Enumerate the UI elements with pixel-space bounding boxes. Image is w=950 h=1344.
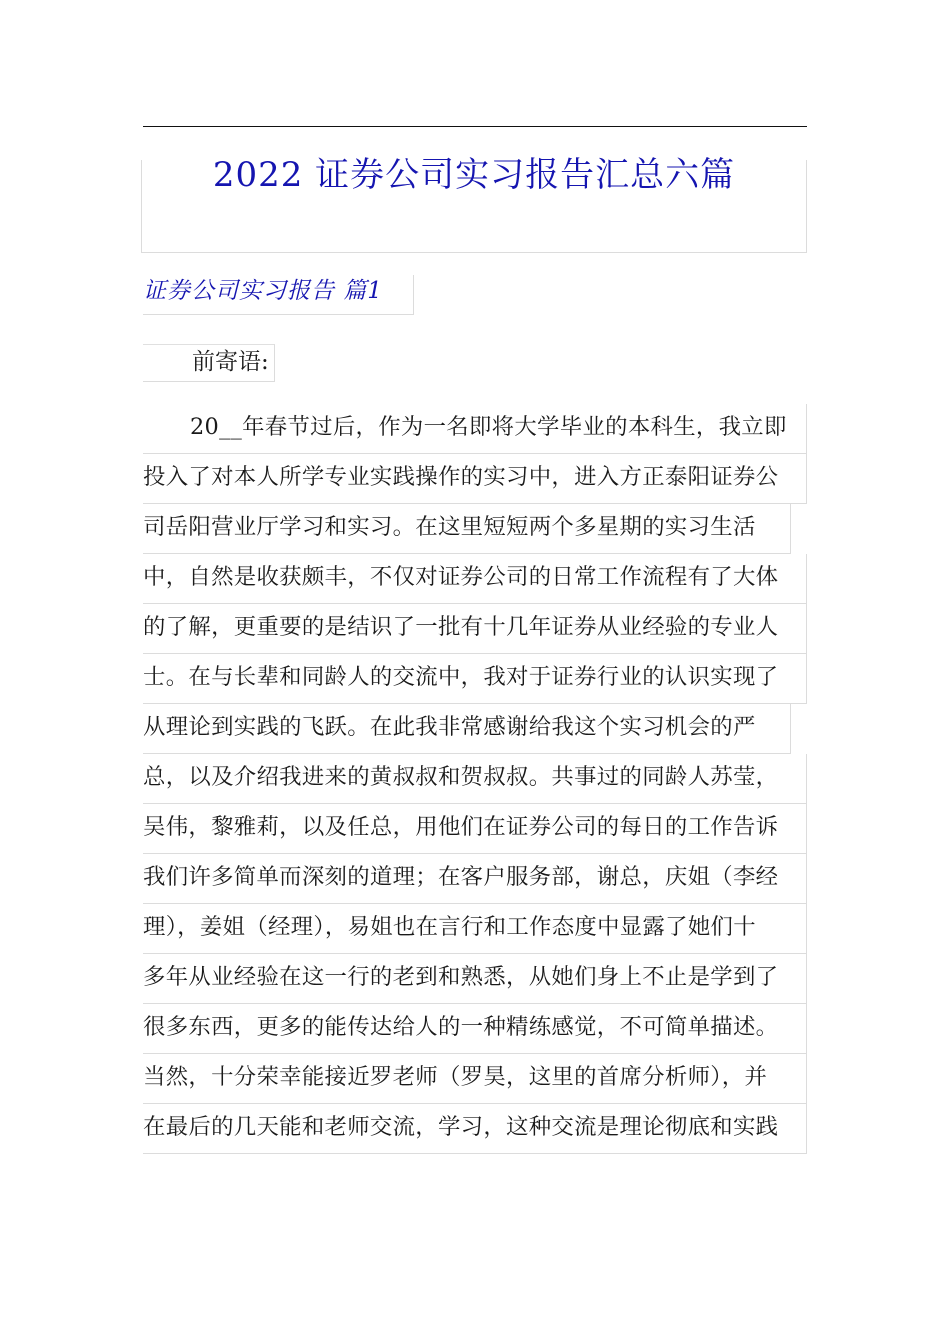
body-line: 很多东西，更多的能传达给人的一种精练感觉，不可简单描述。: [143, 1004, 807, 1054]
body-line: 20__年春节过后，作为一名即将大学毕业的本科生，我立即: [143, 404, 807, 454]
body-line: 中，自然是收获颇丰，不仅对证券公司的日常工作流程有了大体: [143, 554, 807, 604]
body-line: 的了解，更重要的是结识了一批有十几年证券从业经验的专业人: [143, 604, 807, 654]
preface-label-frame: [143, 344, 275, 382]
body-line: 从理论到实践的飞跃。在此我非常感谢给我这个实习机会的严: [143, 704, 791, 754]
body-line: 在最后的几天能和老师交流，学习，这种交流是理论彻底和实践: [143, 1104, 807, 1154]
body-line: 总，以及介绍我进来的黄叔叔和贺叔叔。共事过的同龄人苏莹，: [143, 754, 807, 804]
body-line: 司岳阳营业厅学习和实习。在这里短短两个多星期的实习生活: [143, 504, 791, 554]
body-line: 吴伟，黎雅莉，以及任总，用他们在证券公司的每日的工作告诉: [143, 804, 807, 854]
body-line: 我们许多简单而深刻的道理；在客户服务部，谢总，庆姐（李经: [143, 854, 807, 904]
header-rule: [143, 126, 807, 127]
body-line: 理），姜姐（经理），易姐也在言行和工作态度中显露了她们十: [143, 904, 807, 954]
body-line: 多年从业经验在这一行的老到和熟悉，从她们身上不止是学到了: [143, 954, 807, 1004]
preface-label: 前寄语:: [192, 349, 269, 375]
title-frame: [141, 155, 807, 253]
body-line: 当然，十分荣幸能接近罗老师（罗昊，这里的首席分析师），并: [143, 1054, 807, 1104]
body-line: 投入了对本人所学专业实践操作的实习中，进入方正泰阳证券公: [143, 454, 807, 504]
document-title: 2022 证券公司实习报告汇总六篇: [212, 155, 736, 195]
body-text: [143, 404, 807, 1154]
body-line: 士。在与长辈和同龄人的交流中，我对于证券行业的认识实现了: [143, 654, 807, 704]
section-heading: 证券公司实习报告 篇1: [143, 275, 414, 315]
